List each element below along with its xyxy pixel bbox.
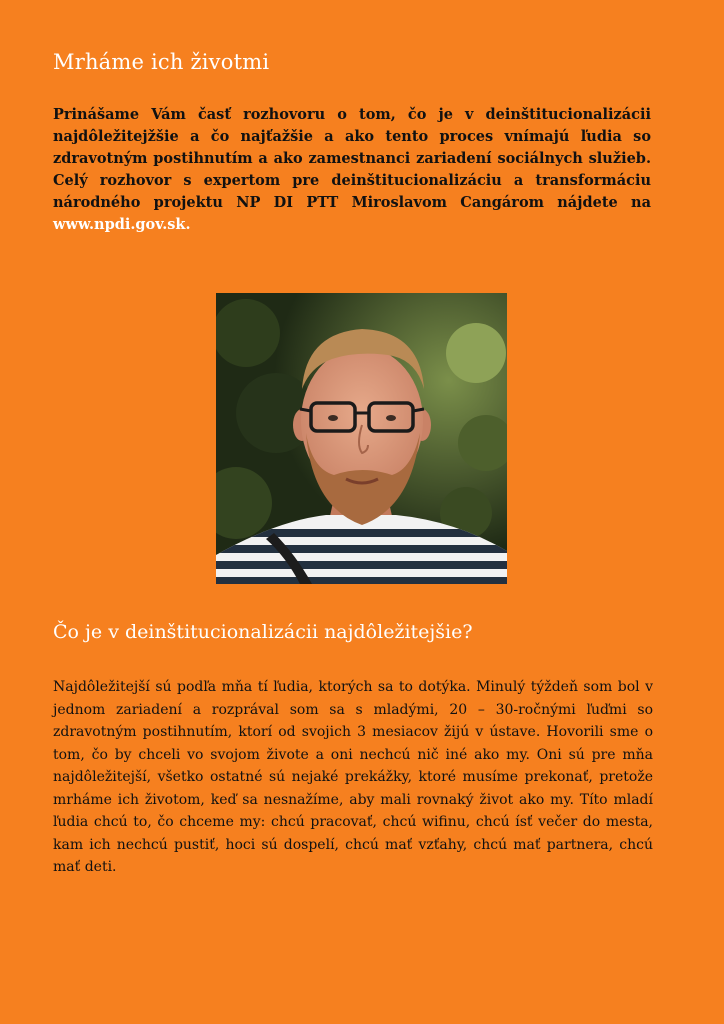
portrait-photo xyxy=(216,293,507,584)
intro-paragraph xyxy=(53,104,651,236)
page-title: Mrháme ich životmi xyxy=(53,50,270,74)
body-paragraph: Najdôležitejší sú podľa mňa tí ľudia, ktorých sa to dotýka. Minulý týždeň som bol v jednom zariadení a rozprával som sa s mladými, 20 – 30-ročnými ľuďmi so zdravotným postihnutím, ktorí od svojich 3 mesiacov žijú v ústave. Hovorili sme o tom, čo by chceli vo svojom živote a oni nechcú nič iné ako my. Oni sú pre mňa najdôležitejší, všetko ostatné sú nejaké prekážky, ktoré musíme prekonať, pretože mrháme ich životom, keď sa nesnažíme, aby mali rovnaký život ako my. Títo mladí ľudia chcú to, čo chceme my: chcú pracovať, chcú wifinu, chcú ísť večer do mesta, kam ich nechcú pustiť, hoci sú dospelí, chcú mať vzťahy, chcú mať partnera, chcú mať deti. xyxy=(53,679,653,875)
intro-text: Prinášame Vám časť rozhovoru o tom, čo je v deinštitucionalizácii najdôležitejžšie a čo najťažšie a ako tento proces vnímajú ľudia so zdravotným postihnutím a ako zamestnanci zariadení sociálnych služieb. Celý rozhovor s expertom pre deinštitucionalizáciu a transformáciu národného projektu NP DI PTT Miroslavom Cangárom nájdete na xyxy=(53,106,651,211)
website-link[interactable]: www.npdi.gov.sk. xyxy=(53,216,191,233)
section-heading: Čo je v deinštitucionalizácii najdôležitejšie? xyxy=(53,621,473,643)
